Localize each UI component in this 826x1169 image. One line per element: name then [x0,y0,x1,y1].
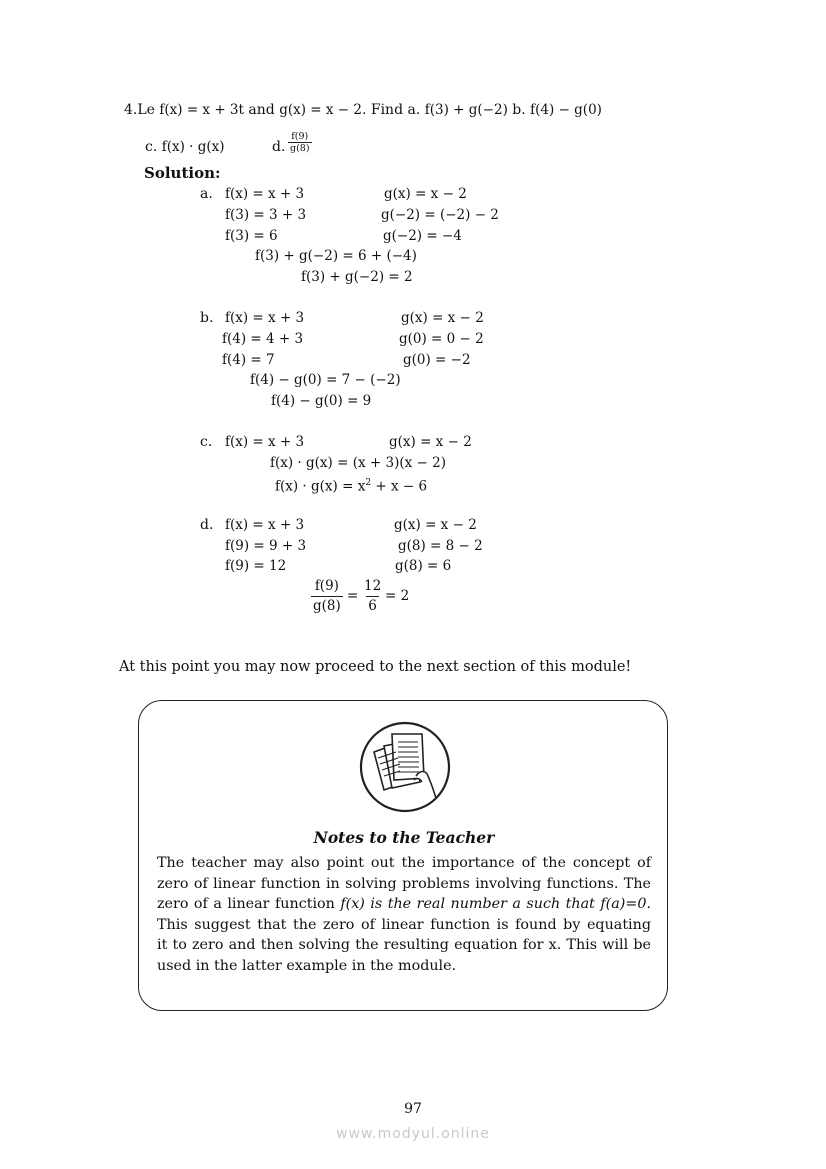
part-b-g-line: g(0) = −2 [403,352,471,368]
part-a-f-line: f(3) = 6 [225,228,278,244]
part-a-f-line: f(3) = 3 + 3 [225,207,307,223]
notes-line: it to zero and then solving the resulting equation for x. This will be [157,937,651,954]
part-a-label: a. [200,186,213,202]
notes-title: Notes to the Teacher [313,828,495,847]
notes-line: This suggest that the zero of linear function is found by equating [157,916,651,933]
part-d-g-line: g(8) = 6 [395,558,452,574]
notes-paragraph [157,853,651,977]
part-b-combined: f(4) − g(0) = 9 [271,393,372,409]
part-d-fraction-left: $\frac{f(9)}{g(8)}$ [313,578,341,614]
part-b-g-line: g(x) = x − 2 [401,310,484,326]
part-d-equals: = [347,588,359,604]
problem-part-d-label: d. [272,139,286,155]
part-b-combined: f(4) − g(0) = 7 − (−2) [250,372,401,388]
part-d-fraction-right: $\frac{12}{6}$ [364,578,382,614]
part-a-combined: f(3) + g(−2) = 2 [301,269,413,285]
problem-statement: 4.Le f(x) = x + 3t and g(x) = x − 2. Find a. f(3) + g(−2) b. f(4) − g(0) [124,102,602,118]
part-c-result: $f(x) \cdot g(x) = x^2 + x - 6$ [275,478,428,495]
problem-part-c: c. f(x) · g(x) [145,139,225,155]
part-b-g-line: g(0) = 0 − 2 [399,331,484,347]
documents-in-hand-icon [358,720,452,814]
part-b-label: b. [200,310,214,326]
part-d-f-line: f(x) = x + 3 [225,517,305,533]
notes-line: zero of a linear function f(x) is the real number a such that f(a)=0. [157,896,651,913]
notes-line: used in the latter example in the module. [157,957,457,974]
notes-line: The teacher may also point out the importance of the concept of [157,855,651,871]
part-a-g-line: g(x) = x − 2 [384,186,467,202]
part-d-g-line: g(8) = 8 − 2 [398,538,483,554]
part-c-combined: f(x) · g(x) = (x + 3)(x − 2) [270,455,446,471]
part-c-f-line: f(x) = x + 3 [225,434,305,450]
notes-line: zero of linear function in solving problems involving functions. The [157,875,651,892]
part-c-g-line: g(x) = x − 2 [389,434,472,450]
watermark: www.modyul.online [336,1126,490,1142]
solution-heading: Solution: [144,164,221,182]
part-a-f-line: f(x) = x + 3 [225,186,305,202]
part-a-combined: f(3) + g(−2) = 6 + (−4) [255,248,417,264]
part-a-g-line: g(−2) = (−2) − 2 [381,207,499,223]
part-b-f-line: f(x) = x + 3 [225,310,305,326]
part-d-f-line: f(9) = 9 + 3 [225,538,307,554]
part-b-f-line: f(4) = 7 [222,352,275,368]
page-number: 97 [404,1101,422,1117]
part-d-result: = 2 [385,588,410,604]
part-b-f-line: f(4) = 4 + 3 [222,331,304,347]
part-d-label: d. [200,517,214,533]
proceed-text: At this point you may now proceed to the next section of this module! [119,659,632,675]
part-d-g-line: g(x) = x − 2 [394,517,477,533]
problem-part-d-fraction: $\frac{f(9)}{g(8)}$ [290,131,310,154]
part-a-g-line: g(−2) = −4 [383,228,462,244]
part-d-f-line: f(9) = 12 [225,558,287,574]
part-c-label: c. [200,434,213,450]
